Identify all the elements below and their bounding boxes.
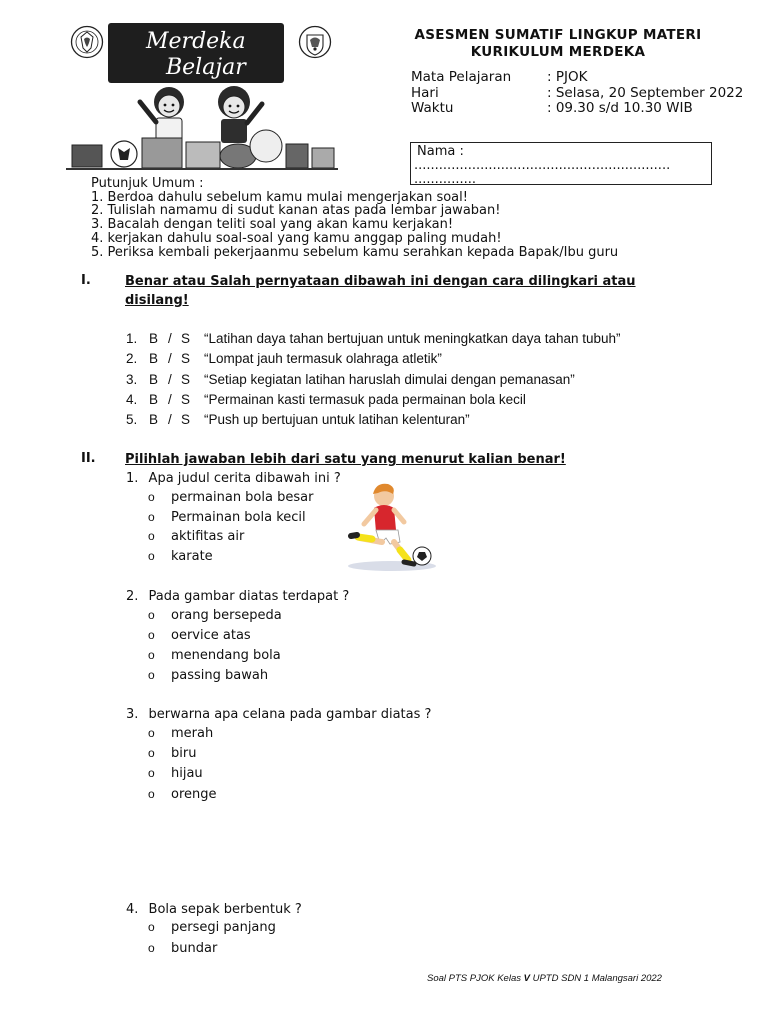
general-instructions [91, 177, 618, 259]
true-false-item [126, 392, 686, 410]
option-text: karate [171, 549, 213, 564]
true-false-item [126, 331, 686, 349]
info-subject [411, 70, 751, 86]
option-item[interactable] [148, 920, 276, 935]
option-text: menendang bola [171, 648, 281, 663]
option-text: bundar [171, 941, 218, 956]
option-text: aktifitas air [171, 529, 245, 544]
bullet-icon: o [148, 766, 155, 780]
question-2 [126, 589, 349, 604]
option-text: hijau [171, 766, 203, 781]
bullet-icon: o [148, 668, 155, 682]
footer-text: Soal PTS PJOK Kelas [427, 973, 524, 984]
separator: / [168, 372, 172, 387]
instructions-heading: Putunjuk Umum : [91, 176, 204, 191]
footer-school: UPTD SDN 1 Malangsari 2022 [529, 973, 662, 984]
true-option[interactable]: B [149, 392, 159, 407]
info-label: Mata Pelajaran [411, 69, 512, 85]
false-option[interactable]: S [181, 372, 191, 387]
bullet-icon: o [148, 941, 155, 955]
true-option[interactable]: B [149, 412, 159, 427]
option-item[interactable] [148, 510, 306, 525]
footer-class: V [523, 973, 530, 984]
section-1-title-line-1: Benar atau Salah pernyataan dibawah ini dengan cara dilingkari atau [125, 274, 636, 289]
info-time [411, 101, 751, 117]
true-false-item [126, 412, 686, 430]
item-number: 3. [126, 372, 138, 387]
item-number: 2. [126, 351, 138, 366]
question-number: 3. [126, 707, 139, 722]
bullet-icon: o [148, 549, 155, 563]
question-number: 4. [126, 902, 139, 917]
bullet-icon: o [148, 726, 155, 740]
false-option[interactable]: S [181, 331, 191, 346]
question-1 [126, 471, 341, 486]
title-line-2: KURIKULUM MERDEKA [470, 44, 646, 60]
instruction-item: 5. Periksa kembali pekerjaanmu sebelum kamu serahkan kepada Bapak/Ibu guru [91, 244, 619, 260]
false-option[interactable]: S [181, 392, 191, 407]
option-item[interactable] [148, 746, 197, 761]
option-item[interactable] [148, 941, 218, 956]
instruction-item: 1. Berdoa dahulu sebelum kamu mulai mengerjakan soal! [91, 189, 468, 205]
question-3 [126, 707, 431, 722]
name-dots-line-2: ............... [414, 172, 476, 187]
bullet-icon: o [148, 529, 155, 543]
instruction-item: 3. Bacalah dengan teliti soal yang akan kamu kerjakan! [91, 217, 454, 233]
separator: / [168, 351, 172, 366]
item-number: 4. [126, 392, 138, 407]
info-label: Hari [411, 85, 439, 101]
statement-text: “Permainan kasti termasuk pada permainan bola kecil [204, 392, 526, 407]
question-text: Bola sepak berbentuk ? [148, 902, 302, 917]
name-label: Nama : [417, 144, 464, 159]
separator: / [168, 412, 172, 427]
option-item[interactable] [148, 529, 245, 544]
option-text: oervice atas [171, 628, 251, 643]
question-4 [126, 902, 302, 917]
section-1-title-line-2: disilang! [125, 293, 189, 308]
bullet-icon: o [148, 510, 155, 524]
option-item[interactable] [148, 549, 213, 564]
option-item[interactable] [148, 648, 281, 663]
option-item[interactable] [148, 766, 203, 781]
option-item[interactable] [148, 490, 314, 505]
option-text: orenge [171, 787, 217, 802]
title-line-1: ASESMEN SUMATIF LINGKUP MATERI [414, 27, 702, 43]
statement-text: “Push up bertujuan untuk latihan kelenturan” [204, 412, 470, 427]
bullet-icon: o [148, 746, 155, 760]
instruction-item: 2. Tulislah namamu di sudut kanan atas pada lembar jawaban! [91, 203, 501, 219]
question-text: berwarna apa celana pada gambar diatas ? [148, 707, 432, 722]
bullet-icon: o [148, 648, 155, 662]
statement-text: “Setiap kegiatan latihan haruslah dimulai dengan pemanasan” [204, 372, 575, 387]
statement-text: “Latihan daya tahan bertujuan untuk meningkatkan daya tahan tubuh” [204, 331, 621, 346]
section-2-number: II. [81, 451, 96, 466]
option-item[interactable] [148, 726, 214, 741]
logo-text-merdeka: Merdeka [146, 29, 246, 54]
question-number: 2. [126, 589, 139, 604]
option-item[interactable] [148, 668, 269, 683]
info-value: : Selasa, 20 September 2022 [547, 85, 744, 101]
true-option[interactable]: B [149, 351, 159, 366]
separator: / [168, 392, 172, 407]
statement-text: “Lompat jauh termasuk olahraga atletik” [204, 351, 442, 366]
true-option[interactable]: B [149, 372, 159, 387]
info-label: Waktu [411, 100, 454, 116]
option-text: Permainan bola kecil [171, 510, 306, 525]
option-item[interactable] [148, 787, 217, 802]
option-text: passing bawah [171, 668, 269, 683]
true-false-item [126, 372, 686, 390]
page-title [380, 27, 736, 61]
question-text: Pada gambar diatas terdapat ? [148, 589, 350, 604]
true-option[interactable]: B [149, 331, 159, 346]
question-number: 1. [126, 471, 139, 486]
false-option[interactable]: S [181, 412, 191, 427]
bullet-icon: o [148, 628, 155, 642]
info-value: : PJOK [547, 69, 588, 85]
soccer-player-image [346, 478, 446, 574]
page-footer [427, 973, 662, 984]
bullet-icon: o [148, 920, 155, 934]
true-false-item [126, 351, 686, 369]
option-text: merah [171, 726, 214, 741]
instruction-item: 4. kerjakan dahulu soal-soal yang kamu anggap paling mudah! [91, 230, 502, 246]
option-item[interactable] [148, 628, 251, 643]
bullet-icon: o [148, 490, 155, 504]
exam-info [411, 70, 751, 118]
bullet-icon: o [148, 787, 155, 801]
option-text: orang bersepeda [171, 608, 282, 623]
section-1-title [125, 272, 685, 310]
false-option[interactable]: S [181, 351, 191, 366]
item-number: 1. [126, 331, 138, 346]
merdeka-belajar-logo [66, 20, 338, 172]
option-item[interactable] [148, 608, 282, 623]
section-1-number: I. [81, 273, 91, 288]
section-2-title: Pilihlah jawaban lebih dari satu yang menurut kalian benar! [125, 452, 566, 467]
item-number: 5. [126, 412, 138, 427]
name-dots-line-1: .............................................................. [414, 159, 671, 173]
bullet-icon: o [148, 608, 155, 622]
option-text: permainan bola besar [171, 490, 314, 505]
option-text: biru [171, 746, 197, 761]
option-text: persegi panjang [171, 920, 276, 935]
info-value: : 09.30 s/d 10.30 WIB [547, 100, 693, 116]
separator: / [168, 331, 172, 346]
question-text: Apa judul cerita dibawah ini ? [148, 471, 341, 486]
logo-text-belajar: Belajar [166, 55, 246, 80]
